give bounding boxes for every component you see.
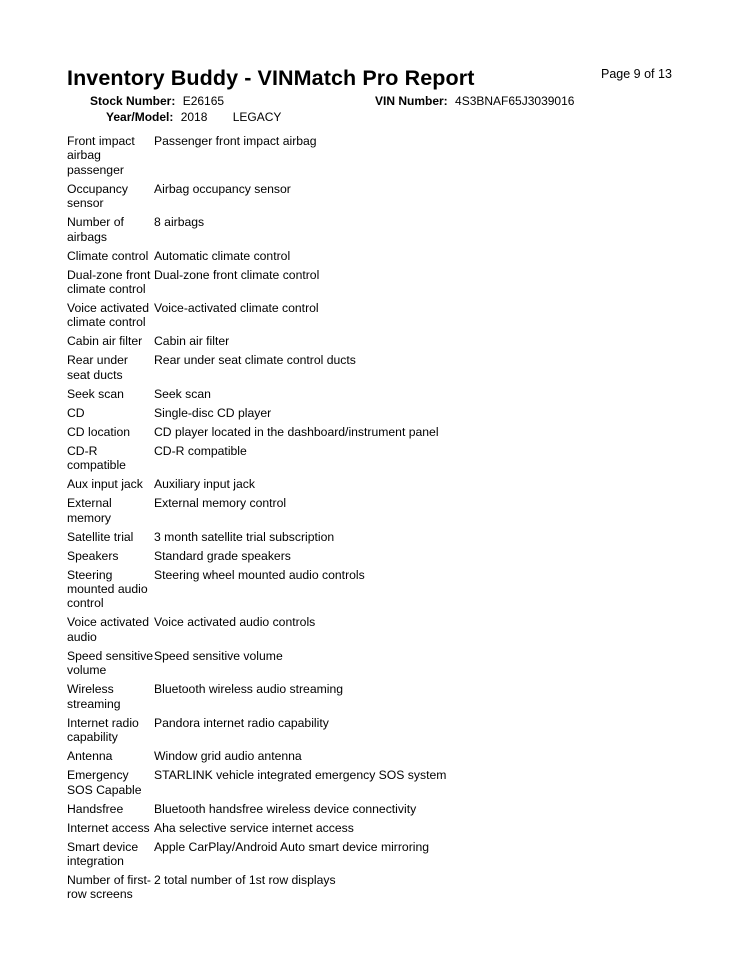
feature-row: [67, 268, 707, 297]
feature-name: Occupancy sensor: [67, 181, 128, 211]
feature-description: 2 total number of 1st row displays: [154, 872, 336, 887]
feature-description: Voice-activated climate control: [154, 301, 319, 316]
feature-row: [67, 821, 707, 835]
feature-description: Auxiliary input jack: [154, 477, 255, 492]
feature-list: [67, 134, 707, 906]
stock-number-label: Stock Number:: [90, 94, 176, 108]
year-model-label: Year/Model:: [106, 110, 174, 124]
feature-row: [67, 334, 707, 348]
feature-name: Internet access: [67, 820, 150, 835]
feature-row: [67, 477, 707, 491]
feature-description: Speed sensitive volume: [154, 648, 283, 663]
feature-row: [67, 249, 707, 263]
feature-description: Automatic climate control: [154, 248, 291, 263]
feature-name: Wireless streaming: [67, 682, 121, 711]
feature-name: CD: [67, 405, 85, 420]
feature-row: [67, 530, 707, 544]
feature-row: [67, 134, 707, 177]
feature-description: Window grid audio antenna: [154, 749, 302, 764]
feature-name: Number of first-row screens: [67, 872, 151, 902]
page-number: Page 9 of 13: [601, 67, 672, 81]
feature-row: [67, 406, 707, 420]
feature-name: Voice activated audio: [67, 615, 149, 644]
feature-name: Voice activated climate control: [67, 301, 149, 330]
feature-description: CD player located in the dashboard/instrument panel: [154, 424, 439, 439]
feature-name: Speakers: [67, 548, 119, 563]
feature-row: [67, 301, 707, 330]
report-title: Inventory Buddy - VINMatch Pro Report: [67, 66, 475, 90]
feature-row: [67, 353, 707, 382]
feature-description: Apple CarPlay/Android Auto smart device mirroring: [154, 839, 430, 854]
feature-row: [67, 425, 707, 439]
model-value: LEGACY: [232, 110, 282, 124]
vin-number-value: 4S3BNAF65J3039016: [455, 94, 575, 108]
feature-name: External memory: [67, 496, 112, 525]
feature-row: [67, 215, 707, 244]
feature-description: CD-R compatible: [154, 443, 247, 458]
year-value: 2018: [180, 110, 208, 124]
feature-description: Dual-zone front climate control: [154, 267, 320, 282]
feature-row: [67, 444, 707, 473]
vin-number: [375, 94, 574, 108]
year-model: [106, 110, 281, 124]
feature-name: Emergency SOS Capable: [67, 768, 142, 797]
feature-description: 8 airbags: [154, 215, 205, 230]
feature-name: Climate control: [67, 248, 149, 263]
feature-name: Steering mounted audio control: [67, 567, 148, 611]
feature-row: [67, 615, 707, 644]
stock-number-value: E26165: [182, 94, 225, 108]
vin-number-label: VIN Number:: [375, 94, 448, 108]
feature-name: Seek scan: [67, 386, 124, 401]
feature-description: Pandora internet radio capability: [154, 715, 329, 730]
feature-row: [67, 496, 707, 525]
feature-row: [67, 749, 707, 763]
feature-description: STARLINK vehicle integrated emergency SOS system: [154, 768, 447, 783]
feature-name: Speed sensitive volume: [67, 648, 154, 678]
feature-name: Handsfree: [67, 801, 124, 816]
feature-row: [67, 649, 707, 678]
feature-description: External memory control: [154, 496, 287, 511]
feature-row: [67, 182, 707, 211]
feature-row: [67, 549, 707, 563]
feature-description: Airbag occupancy sensor: [154, 181, 291, 196]
feature-description: Standard grade speakers: [154, 548, 291, 563]
feature-name: Satellite trial: [67, 529, 134, 544]
feature-name: Front impact airbag passenger: [67, 134, 135, 177]
feature-name: Rear under seat ducts: [67, 353, 128, 382]
feature-description: Rear under seat climate control ducts: [154, 353, 356, 368]
feature-description: Voice activated audio controls: [154, 615, 316, 630]
feature-row: [67, 387, 707, 401]
feature-description: 3 month satellite trial subscription: [154, 529, 335, 544]
feature-name: Internet radio capability: [67, 715, 139, 745]
stock-number: [90, 94, 224, 108]
feature-description: Aha selective service internet access: [154, 820, 354, 835]
feature-name: CD-R compatible: [67, 443, 126, 473]
feature-name: Aux input jack: [67, 477, 143, 492]
feature-description: Single-disc CD player: [154, 405, 272, 420]
feature-description: Steering wheel mounted audio controls: [154, 567, 365, 582]
feature-row: [67, 840, 707, 869]
feature-name: Number of airbags: [67, 215, 124, 244]
feature-row: [67, 873, 707, 902]
feature-name: Cabin air filter: [67, 334, 143, 349]
feature-row: [67, 682, 707, 711]
feature-row: [67, 568, 707, 611]
feature-description: Cabin air filter: [154, 334, 230, 349]
feature-description: Bluetooth wireless audio streaming: [154, 682, 344, 697]
feature-row: [67, 716, 707, 745]
feature-name: CD location: [67, 424, 130, 439]
feature-description: Passenger front impact airbag: [154, 134, 317, 148]
feature-name: Dual-zone front climate control: [67, 267, 151, 297]
feature-name: Antenna: [67, 749, 113, 764]
feature-description: Seek scan: [154, 386, 211, 401]
feature-name: Smart device integration: [67, 839, 139, 868]
feature-row: [67, 768, 707, 797]
feature-description: Bluetooth handsfree wireless device connectivity: [154, 801, 417, 816]
feature-row: [67, 802, 707, 816]
